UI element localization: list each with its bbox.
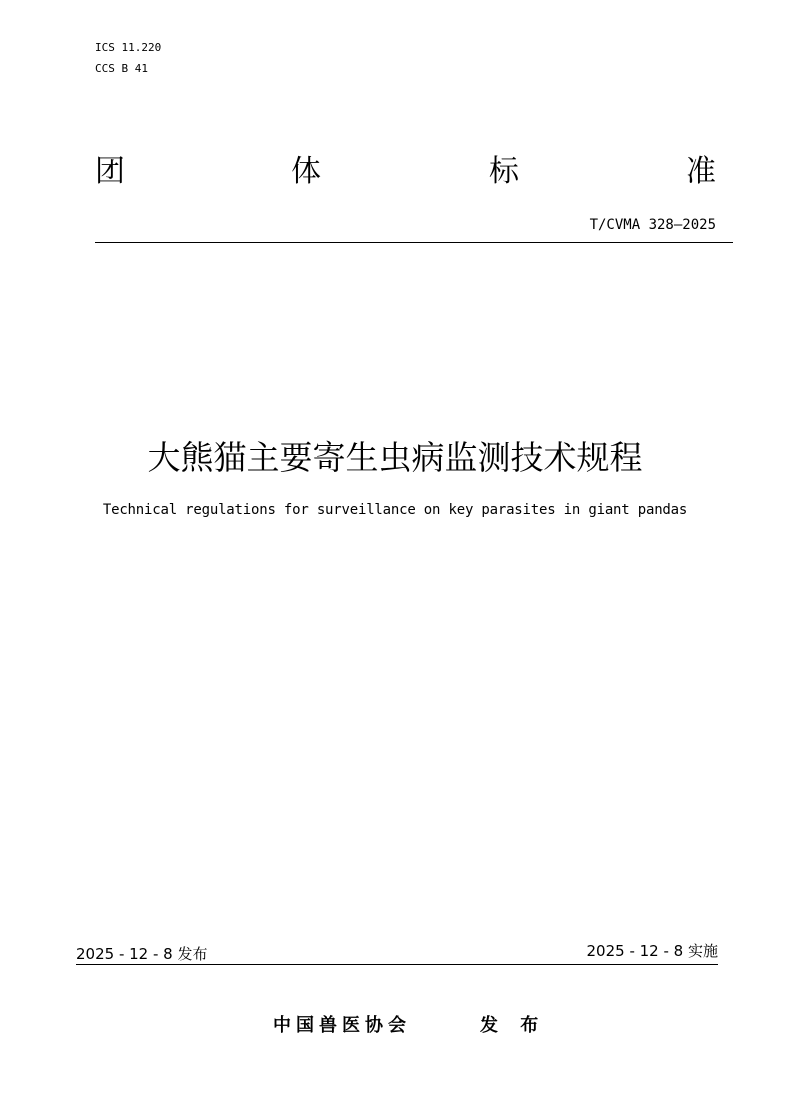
standard-number: T/CVMA 328—2025	[589, 217, 716, 233]
ccs-code: CCS B 41	[95, 62, 148, 75]
standard-type-char-1: 团	[95, 154, 125, 189]
standard-type-char-3: 标	[489, 154, 519, 189]
publisher-name: 中国兽医协会	[273, 1015, 411, 1036]
header-divider	[95, 242, 733, 243]
publish-label: 发 布	[480, 1015, 547, 1036]
implementation-date: 2025 - 12 - 8 实施	[586, 942, 718, 960]
issue-date: 2025 - 12 - 8 发布	[76, 945, 208, 963]
standard-type-char-4: 准	[686, 154, 716, 189]
document-title-en: Technical regulations for surveillance on key parasites in giant pandas	[102, 502, 688, 518]
footer-divider	[76, 964, 718, 965]
ics-code: ICS 11.220	[95, 41, 162, 54]
standard-type-char-2: 体	[291, 154, 321, 189]
document-title-zh: 大熊猫主要寄生虫病监测技术规程	[147, 438, 643, 477]
